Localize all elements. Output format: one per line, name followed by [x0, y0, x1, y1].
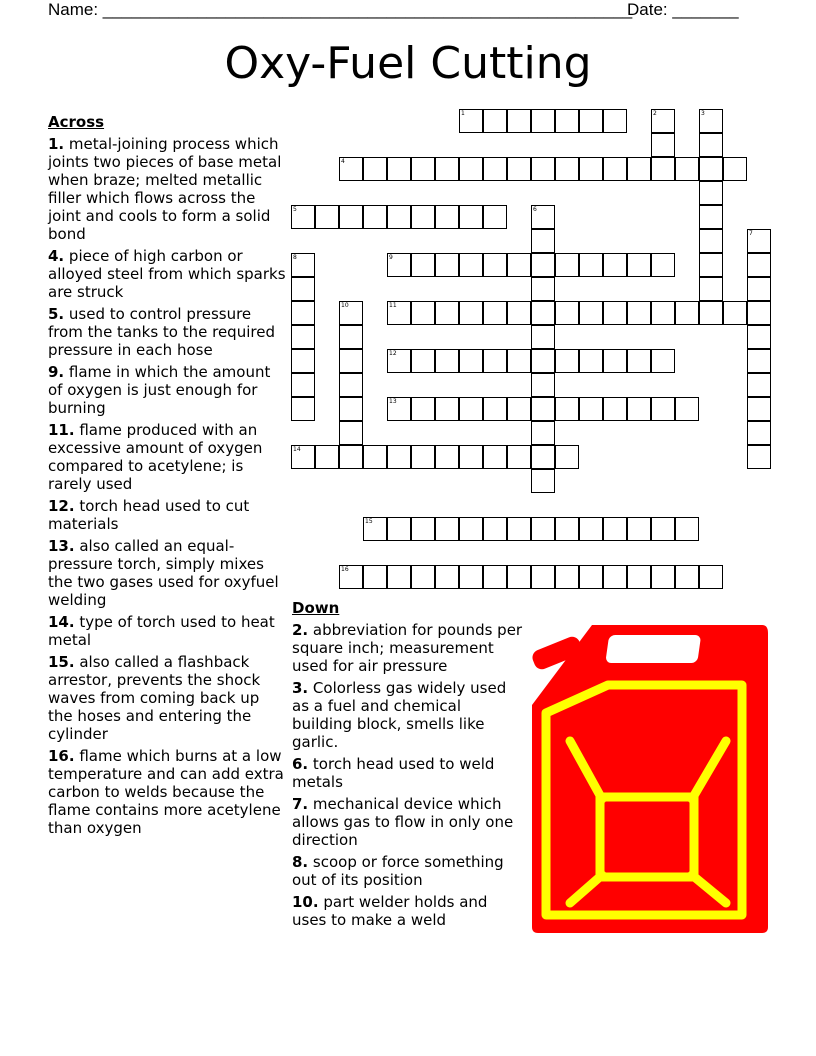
- crossword-cell[interactable]: [603, 565, 627, 589]
- down-clue: [292, 621, 524, 675]
- clue-number: 13.: [48, 537, 75, 555]
- crossword-cell[interactable]: [459, 397, 483, 421]
- crossword-cell[interactable]: [747, 397, 771, 421]
- crossword-cell[interactable]: [531, 277, 555, 301]
- crossword-cell[interactable]: [723, 301, 747, 325]
- clue-number: 15.: [48, 653, 75, 671]
- crossword-cell[interactable]: [531, 349, 555, 373]
- clue-text: flame produced with an excessive amount of oxygen compared to acetylene; is rarely used: [48, 421, 263, 493]
- crossword-cell[interactable]: [459, 157, 483, 181]
- clue-text: also called a flashback arrestor, prevents the shock waves from coming back up the hoses and entering the cylinder: [48, 653, 261, 743]
- crossword-cell[interactable]: [627, 565, 651, 589]
- crossword-cell[interactable]: [363, 157, 387, 181]
- clue-number: 14.: [48, 613, 75, 631]
- crossword-cell[interactable]: [555, 157, 579, 181]
- crossword-cell[interactable]: [507, 445, 531, 469]
- clue-number: 11.: [48, 421, 75, 439]
- crossword-cell[interactable]: [555, 301, 579, 325]
- crossword-cell[interactable]: [651, 517, 675, 541]
- crossword-cell[interactable]: [531, 157, 555, 181]
- page-title: Oxy-Fuel Cutting: [224, 38, 592, 89]
- clue-text: metal-joining process which joints two pieces of base metal when braze; melted metallic filler which flows across the joint and cools to form a solid bond: [48, 135, 282, 243]
- crossword-cell[interactable]: [555, 565, 579, 589]
- crossword-cell[interactable]: [651, 349, 675, 373]
- crossword-cell[interactable]: [531, 373, 555, 397]
- crossword-cell[interactable]: [483, 565, 507, 589]
- crossword-cell[interactable]: [507, 349, 531, 373]
- crossword-cell[interactable]: [603, 253, 627, 277]
- crossword-cell[interactable]: [747, 229, 771, 253]
- crossword-cell[interactable]: [507, 157, 531, 181]
- cell-number: 2: [653, 110, 657, 117]
- crossword-cell[interactable]: [483, 445, 507, 469]
- crossword-cell[interactable]: [363, 517, 387, 541]
- crossword-cell[interactable]: [483, 253, 507, 277]
- crossword-cell[interactable]: [747, 277, 771, 301]
- gas-can-icon: [530, 615, 770, 935]
- crossword-cell[interactable]: [555, 517, 579, 541]
- crossword-cell[interactable]: [699, 109, 723, 133]
- crossword-cell[interactable]: [531, 229, 555, 253]
- crossword-cell[interactable]: [747, 349, 771, 373]
- crossword-cell[interactable]: [339, 205, 363, 229]
- crossword-cell[interactable]: [531, 445, 555, 469]
- down-clue: [292, 795, 524, 849]
- cell-number: 4: [341, 158, 345, 165]
- crossword-cell[interactable]: [435, 205, 459, 229]
- crossword-cell[interactable]: [435, 349, 459, 373]
- crossword-cell[interactable]: [675, 565, 699, 589]
- crossword-cell[interactable]: [291, 277, 315, 301]
- cell-number: 10: [341, 302, 349, 309]
- crossword-cell[interactable]: [435, 253, 459, 277]
- crossword-cell[interactable]: [747, 301, 771, 325]
- down-heading: Down: [292, 599, 340, 617]
- crossword-cell[interactable]: [483, 109, 507, 133]
- across-clue: [48, 363, 288, 417]
- crossword-cell[interactable]: [411, 445, 435, 469]
- crossword-cell[interactable]: [531, 253, 555, 277]
- clue-number: 2.: [292, 621, 309, 639]
- cell-number: 14: [293, 446, 301, 453]
- clue-text: flame in which the amount of oxygen is just enough for burning: [48, 363, 271, 417]
- crossword-cell[interactable]: [531, 397, 555, 421]
- across-clue: [48, 135, 288, 243]
- crossword-cell[interactable]: [603, 157, 627, 181]
- crossword-cell[interactable]: [387, 157, 411, 181]
- clue-text: scoop or force something out of its position: [292, 853, 504, 889]
- crossword-cell[interactable]: [555, 109, 579, 133]
- clue-number: 4.: [48, 247, 65, 265]
- crossword-cell[interactable]: [387, 253, 411, 277]
- crossword-cell[interactable]: [579, 157, 603, 181]
- crossword-cell[interactable]: [387, 349, 411, 373]
- crossword-cell[interactable]: [339, 397, 363, 421]
- crossword-cell[interactable]: [291, 397, 315, 421]
- crossword-cell[interactable]: [579, 397, 603, 421]
- cell-number: 13: [389, 398, 397, 405]
- crossword-cell[interactable]: [651, 157, 675, 181]
- crossword-cell[interactable]: [579, 565, 603, 589]
- crossword-cell[interactable]: [411, 565, 435, 589]
- crossword-cell[interactable]: [675, 301, 699, 325]
- crossword-cell[interactable]: [699, 277, 723, 301]
- clue-text: abbreviation for pounds per square inch; measurement used for air pressure: [292, 621, 523, 675]
- crossword-cell[interactable]: [387, 205, 411, 229]
- crossword-cell[interactable]: [555, 349, 579, 373]
- clue-number: 3.: [292, 679, 309, 697]
- gas-can-handle: [605, 635, 701, 663]
- cell-number: 7: [749, 230, 753, 237]
- down-clue: [292, 755, 524, 791]
- crossword-cell[interactable]: [459, 517, 483, 541]
- across-clue: [48, 305, 288, 359]
- cell-number: 6: [533, 206, 537, 213]
- crossword-cell[interactable]: [531, 109, 555, 133]
- crossword-cell[interactable]: [411, 349, 435, 373]
- crossword-cell[interactable]: [651, 397, 675, 421]
- down-clue: [292, 679, 524, 751]
- clue-number: 5.: [48, 305, 65, 323]
- crossword-cell[interactable]: [291, 373, 315, 397]
- clue-number: 1.: [48, 135, 65, 153]
- crossword-cell[interactable]: [435, 517, 459, 541]
- cell-number: 16: [341, 566, 349, 573]
- crossword-cell[interactable]: [411, 517, 435, 541]
- clue-number: 6.: [292, 755, 309, 773]
- crossword-cell[interactable]: [531, 205, 555, 229]
- clue-number: 9.: [48, 363, 65, 381]
- crossword-cell[interactable]: [411, 301, 435, 325]
- crossword-cell[interactable]: [579, 253, 603, 277]
- crossword-cell[interactable]: [411, 205, 435, 229]
- cell-number: 11: [389, 302, 397, 309]
- crossword-cell[interactable]: [339, 421, 363, 445]
- cell-number: 15: [365, 518, 373, 525]
- crossword-cell[interactable]: [651, 565, 675, 589]
- crossword-cell[interactable]: [699, 181, 723, 205]
- crossword-cell[interactable]: [747, 325, 771, 349]
- crossword-cell[interactable]: [699, 205, 723, 229]
- crossword-cell[interactable]: [651, 109, 675, 133]
- crossword-cell[interactable]: [339, 325, 363, 349]
- clue-text: flame which burns at a low temperature and can add extra carbon to welds because the flame contains more acetylene than oxygen: [48, 747, 284, 837]
- clue-text: also called an equal-pressure torch, simply mixes the two gases used for oxyfuel welding: [48, 537, 279, 609]
- clue-number: 10.: [292, 893, 319, 911]
- crossword-cell[interactable]: [339, 349, 363, 373]
- down-clues: [292, 599, 524, 933]
- clue-number: 16.: [48, 747, 75, 765]
- crossword-cell[interactable]: [411, 157, 435, 181]
- crossword-cell[interactable]: [315, 445, 339, 469]
- crossword-cell[interactable]: [459, 205, 483, 229]
- crossword-cell[interactable]: [459, 253, 483, 277]
- clue-text: mechanical device which allows gas to flow in only one direction: [292, 795, 514, 849]
- gas-can-body: [532, 625, 768, 933]
- crossword-cell[interactable]: [699, 253, 723, 277]
- clue-text: part welder holds and uses to make a weld: [292, 893, 488, 929]
- crossword-cell[interactable]: [531, 565, 555, 589]
- crossword-cell[interactable]: [507, 253, 531, 277]
- clue-number: 8.: [292, 853, 309, 871]
- clue-text: piece of high carbon or alloyed steel from which sparks are struck: [48, 247, 286, 301]
- crossword-cell[interactable]: [459, 301, 483, 325]
- across-clue: [48, 247, 288, 301]
- crossword-cell[interactable]: [291, 325, 315, 349]
- crossword-cell[interactable]: [411, 253, 435, 277]
- cell-number: 8: [293, 254, 297, 261]
- crossword-cell[interactable]: [387, 565, 411, 589]
- crossword-cell[interactable]: [675, 517, 699, 541]
- crossword-cell[interactable]: [531, 469, 555, 493]
- crossword-cell[interactable]: [627, 301, 651, 325]
- crossword-cell[interactable]: [603, 349, 627, 373]
- crossword-cell[interactable]: [315, 205, 339, 229]
- crossword-cell[interactable]: [507, 565, 531, 589]
- crossword-cell[interactable]: [627, 157, 651, 181]
- crossword-cell[interactable]: [579, 517, 603, 541]
- across-clue: [48, 613, 288, 649]
- crossword-cell[interactable]: [627, 253, 651, 277]
- name-field[interactable]: Name: ________________________________________________________: [48, 0, 633, 19]
- crossword-cell[interactable]: [555, 397, 579, 421]
- crossword-cell[interactable]: [435, 157, 459, 181]
- crossword-cell[interactable]: [507, 301, 531, 325]
- crossword-cell[interactable]: [507, 397, 531, 421]
- crossword-cell[interactable]: [531, 421, 555, 445]
- crossword-cell[interactable]: [291, 253, 315, 277]
- crossword-cell[interactable]: [579, 301, 603, 325]
- crossword-cell[interactable]: [675, 397, 699, 421]
- across-clue: [48, 497, 288, 533]
- crossword-cell[interactable]: [531, 325, 555, 349]
- crossword-cell[interactable]: [435, 445, 459, 469]
- clue-text: Colorless gas widely used as a fuel and chemical building block, smells like garlic.: [292, 679, 507, 751]
- cell-number: 5: [293, 206, 297, 213]
- crossword-cell[interactable]: [651, 301, 675, 325]
- crossword-cell[interactable]: [363, 565, 387, 589]
- crossword-cell[interactable]: [723, 157, 747, 181]
- cell-number: 9: [389, 254, 393, 261]
- crossword-cell[interactable]: [339, 301, 363, 325]
- clue-number: 7.: [292, 795, 309, 813]
- crossword-cell[interactable]: [339, 157, 363, 181]
- crossword-cell[interactable]: [291, 301, 315, 325]
- crossword-cell[interactable]: [699, 301, 723, 325]
- crossword-cell[interactable]: [363, 205, 387, 229]
- crossword-cell[interactable]: [699, 565, 723, 589]
- crossword-cell[interactable]: [651, 133, 675, 157]
- crossword-cell[interactable]: [363, 445, 387, 469]
- crossword-cell[interactable]: [555, 253, 579, 277]
- crossword-cell[interactable]: [435, 397, 459, 421]
- crossword-cell[interactable]: [483, 205, 507, 229]
- cell-number: 12: [389, 350, 397, 357]
- across-clues: [48, 113, 288, 841]
- crossword-cell[interactable]: [459, 565, 483, 589]
- clue-text: used to control pressure from the tanks to the required pressure in each hose: [48, 305, 275, 359]
- crossword-cell[interactable]: [675, 157, 699, 181]
- clue-text: type of torch used to heat metal: [48, 613, 275, 649]
- crossword-cell[interactable]: [627, 517, 651, 541]
- crossword-cell[interactable]: [459, 349, 483, 373]
- down-clue: [292, 853, 524, 889]
- crossword-cell[interactable]: [459, 109, 483, 133]
- crossword-cell[interactable]: [339, 565, 363, 589]
- cell-number: 1: [461, 110, 465, 117]
- crossword-cell[interactable]: [387, 397, 411, 421]
- crossword-cell[interactable]: [339, 445, 363, 469]
- crossword-cell[interactable]: [435, 301, 459, 325]
- crossword-cell[interactable]: [483, 301, 507, 325]
- crossword-cell[interactable]: [651, 253, 675, 277]
- crossword-cell[interactable]: [483, 397, 507, 421]
- crossword-cell[interactable]: [747, 373, 771, 397]
- across-clue: [48, 747, 288, 837]
- crossword-cell[interactable]: [291, 205, 315, 229]
- crossword-cell[interactable]: [435, 565, 459, 589]
- cell-number: 3: [701, 110, 705, 117]
- crossword-cell[interactable]: [747, 445, 771, 469]
- crossword-cell[interactable]: [555, 445, 579, 469]
- crossword-cell[interactable]: [483, 349, 507, 373]
- crossword-cell[interactable]: [291, 349, 315, 373]
- crossword-cell[interactable]: [747, 253, 771, 277]
- crossword-cell[interactable]: [387, 301, 411, 325]
- crossword-cell[interactable]: [387, 445, 411, 469]
- crossword-cell[interactable]: [531, 517, 555, 541]
- crossword-cell[interactable]: [291, 445, 315, 469]
- crossword-cell[interactable]: [603, 517, 627, 541]
- crossword-cell[interactable]: [579, 109, 603, 133]
- crossword-cell[interactable]: [699, 157, 723, 181]
- crossword-cell[interactable]: [603, 397, 627, 421]
- crossword-cell[interactable]: [603, 109, 627, 133]
- across-clue: [48, 421, 288, 493]
- crossword-cell[interactable]: [483, 157, 507, 181]
- crossword-cell[interactable]: [387, 517, 411, 541]
- crossword-cell[interactable]: [699, 133, 723, 157]
- crossword-cell[interactable]: [411, 397, 435, 421]
- crossword-cell[interactable]: [483, 517, 507, 541]
- crossword-cell[interactable]: [507, 517, 531, 541]
- crossword-cell[interactable]: [699, 229, 723, 253]
- crossword-cell[interactable]: [507, 109, 531, 133]
- down-clue: [292, 893, 524, 929]
- crossword-cell[interactable]: [627, 349, 651, 373]
- crossword-cell[interactable]: [627, 397, 651, 421]
- crossword-cell[interactable]: [579, 349, 603, 373]
- crossword-cell[interactable]: [747, 421, 771, 445]
- crossword-cell[interactable]: [459, 445, 483, 469]
- crossword-cell[interactable]: [339, 373, 363, 397]
- clue-number: 12.: [48, 497, 75, 515]
- across-heading: Across: [48, 113, 105, 131]
- across-clue: [48, 537, 288, 609]
- clue-text: torch head used to cut materials: [48, 497, 250, 533]
- date-field[interactable]: Date: _______: [627, 0, 739, 19]
- clue-text: torch head used to weld metals: [292, 755, 495, 791]
- across-clue: [48, 653, 288, 743]
- crossword-cell[interactable]: [531, 301, 555, 325]
- crossword-cell[interactable]: [603, 301, 627, 325]
